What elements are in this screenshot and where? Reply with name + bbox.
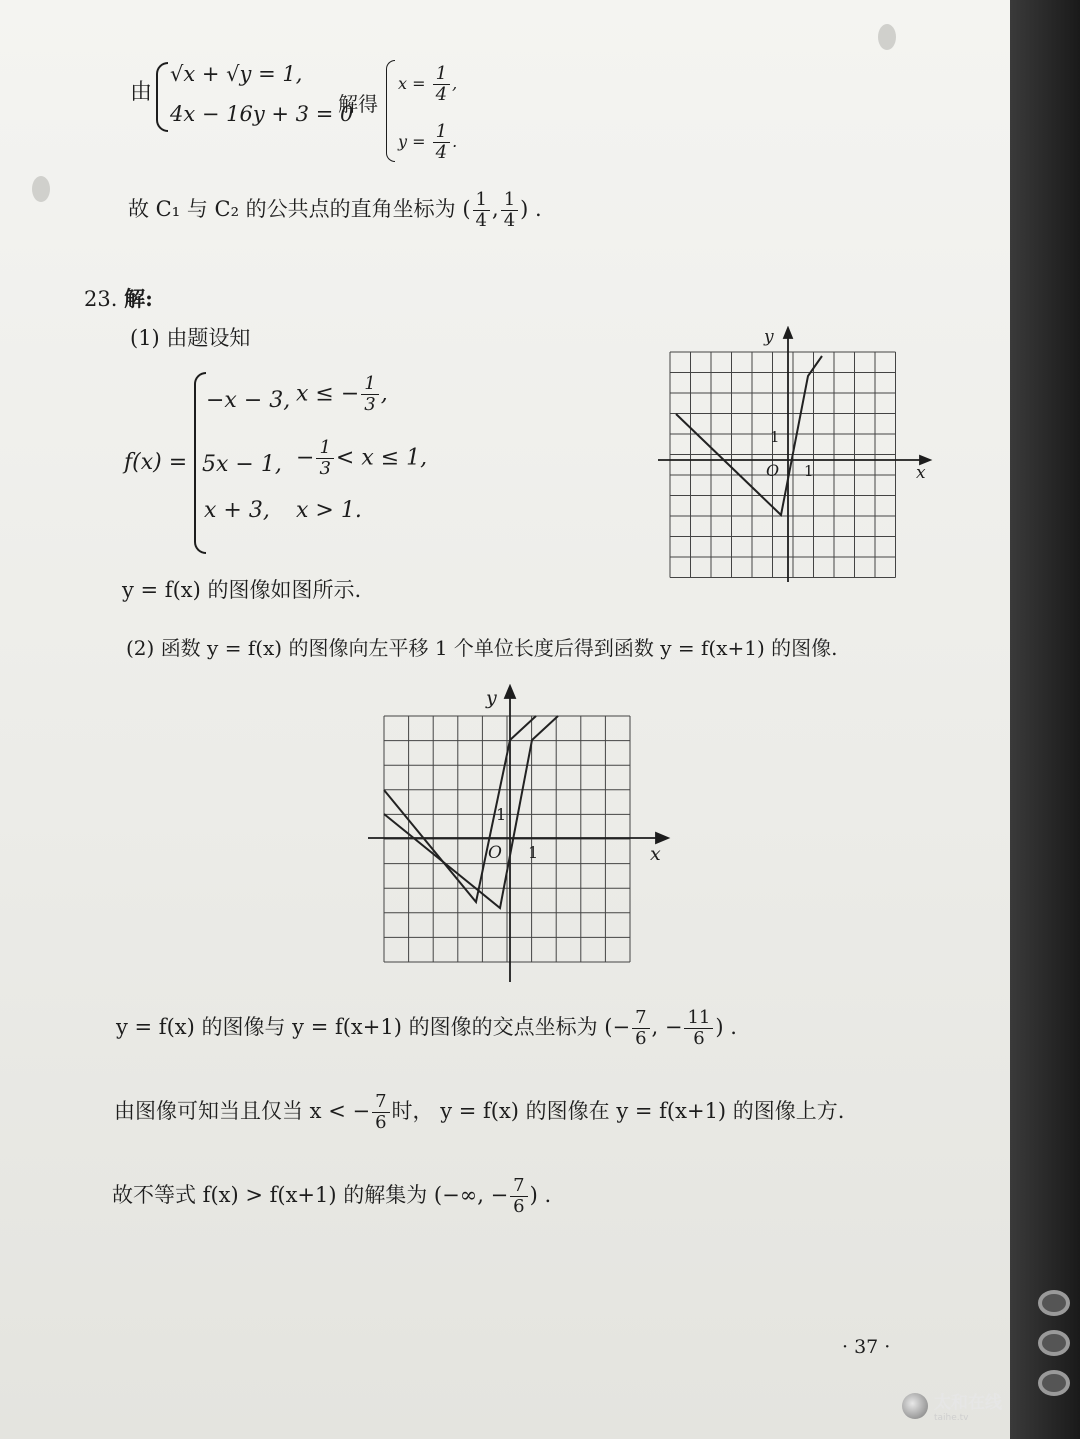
frac-num: 7	[372, 1092, 389, 1113]
case2-cond-pre: −	[296, 445, 315, 471]
common-point-text: 故 C₁ 与 C₂ 的公共点的直角坐标为 (	[128, 196, 471, 221]
frac-den: 4	[435, 141, 448, 163]
case1-cond	[296, 374, 388, 415]
graph1-curve-fx	[676, 356, 822, 515]
frac-num: 7	[510, 1176, 527, 1197]
binder-edge	[1010, 0, 1080, 1439]
graph-caption: y = f(x) 的图像如图所示.	[122, 578, 362, 602]
problem-label: 解:	[124, 286, 153, 311]
common-point-end: ) .	[520, 196, 542, 221]
frac-den: 6	[513, 1195, 525, 1217]
solution-y-frac	[433, 122, 450, 163]
watermark-url: taihe.tv	[934, 1413, 969, 1423]
graph2-y-arrow	[505, 686, 515, 698]
system-eq2: 4x − 16y + 3 = 0	[170, 102, 354, 126]
frac-num: 1	[361, 374, 378, 395]
frac-num: 11	[684, 1008, 713, 1029]
intersection-x-frac	[632, 1008, 649, 1049]
common-point-sep: ,	[492, 196, 499, 221]
frac-den: 6	[635, 1027, 647, 1049]
case2-cond	[296, 438, 427, 479]
frac-den: 4	[435, 83, 448, 105]
page-number: · 37 ·	[842, 1336, 891, 1358]
watermark-logo	[902, 1388, 1002, 1423]
reason-pre: 由图像可知当且仅当 x < −	[114, 1098, 371, 1123]
case2-expr: 5x − 1,	[202, 452, 282, 477]
solve-word: 解得	[338, 92, 378, 116]
solution-line	[112, 1176, 551, 1217]
reason-frac	[372, 1092, 389, 1133]
graph1-label-one-y: 1	[770, 428, 780, 446]
case1-expr: −x − 3,	[206, 388, 291, 413]
frac-num: 1	[316, 438, 333, 459]
solution-y-var: y =	[398, 131, 426, 151]
graph2-label-one-x: 1	[528, 843, 539, 862]
graph2-x-arrow	[656, 833, 668, 843]
frac-den: 6	[375, 1111, 387, 1133]
case2-frac	[316, 438, 333, 479]
punch-hole	[32, 176, 50, 202]
graph1-label-origin: O	[766, 461, 780, 480]
solution-pre: 故不等式 f(x) > f(x+1) 的解集为 (−∞, −	[112, 1182, 509, 1207]
reason-line	[114, 1092, 844, 1133]
frac-num: 1	[433, 64, 450, 85]
graph1-grid	[670, 352, 896, 578]
punch-hole	[878, 24, 896, 50]
system-prefix: 由	[130, 80, 153, 105]
graph2-label-one-y: 1	[496, 805, 507, 824]
graph2-curve-fx-plus-1	[384, 716, 539, 902]
part1-heading: (1) 由题设知	[130, 326, 251, 350]
zipper-ring	[1038, 1290, 1070, 1316]
frac-den: 3	[364, 393, 376, 415]
intersection-line	[116, 1008, 737, 1049]
part2-text: (2) 函数 y = f(x) 的图像向左平移 1 个单位长度后得到函数 y = f(x+1) 的图像.	[126, 636, 838, 660]
graph1-label-y: y	[764, 327, 774, 347]
solution-post: ) .	[529, 1182, 552, 1207]
solution-x: x = $\frac{1}{4}$ ,	[398, 63, 458, 105]
watermark-name: 太和在线	[934, 1393, 1002, 1413]
common-point-line	[128, 190, 542, 231]
watermark-text	[934, 1388, 1002, 1423]
solution-brace	[386, 60, 395, 162]
frac-num: 1	[473, 190, 490, 211]
system-eq1: √x + √y = 1,	[170, 62, 303, 86]
graph1-label-one-x: 1	[804, 462, 814, 480]
case1-cond-pre: x ≤ −	[296, 381, 360, 407]
case3-expr: x + 3,	[204, 498, 270, 523]
graph2-label-x: x	[650, 843, 661, 865]
intersection-y-frac	[684, 1008, 713, 1049]
system-brace	[156, 62, 168, 132]
solution-frac	[510, 1176, 527, 1217]
graph1-y-arrow	[784, 328, 792, 338]
graph1-label-x: x	[916, 463, 926, 483]
graph2	[366, 684, 676, 984]
common-point-frac-y	[501, 190, 518, 231]
frac-den: 3	[319, 457, 331, 479]
solution-x-var: x =	[398, 73, 426, 93]
problem-number	[84, 286, 153, 312]
common-point-frac-x	[473, 190, 490, 231]
reason-post: 时， y = f(x) 的图像在 y = f(x+1) 的图像上方.	[391, 1098, 845, 1123]
intersection-post: ) .	[715, 1014, 737, 1039]
problem-number-text: 23.	[84, 287, 118, 311]
zipper-ring	[1038, 1370, 1070, 1396]
case1-frac	[361, 374, 378, 415]
solution-x-frac	[433, 64, 450, 105]
case2-cond-post: < x ≤ 1,	[335, 445, 428, 471]
frac-num: 1	[433, 122, 450, 143]
frac-den: 4	[475, 209, 487, 231]
case3-cond: x > 1.	[296, 498, 362, 523]
graph2-label-y: y	[486, 687, 497, 709]
intersection-pre: y = f(x) 的图像与 y = f(x+1) 的图像的交点坐标为 (−	[116, 1014, 631, 1039]
fx-lhs: f(x) =	[124, 450, 188, 475]
solution-y: y = $\frac{1}{4}$ .	[398, 121, 458, 163]
graph2-label-origin: O	[488, 843, 502, 863]
frac-den: 4	[503, 209, 516, 231]
frac-den: 6	[693, 1027, 705, 1049]
intersection-mid: , −	[651, 1014, 683, 1039]
graph1	[654, 326, 934, 590]
case1-cond-post: ,	[380, 381, 388, 407]
watermark-icon	[902, 1393, 928, 1419]
frac-num: 7	[632, 1008, 649, 1029]
frac-num: 1	[501, 190, 518, 211]
zipper-ring	[1038, 1330, 1070, 1356]
